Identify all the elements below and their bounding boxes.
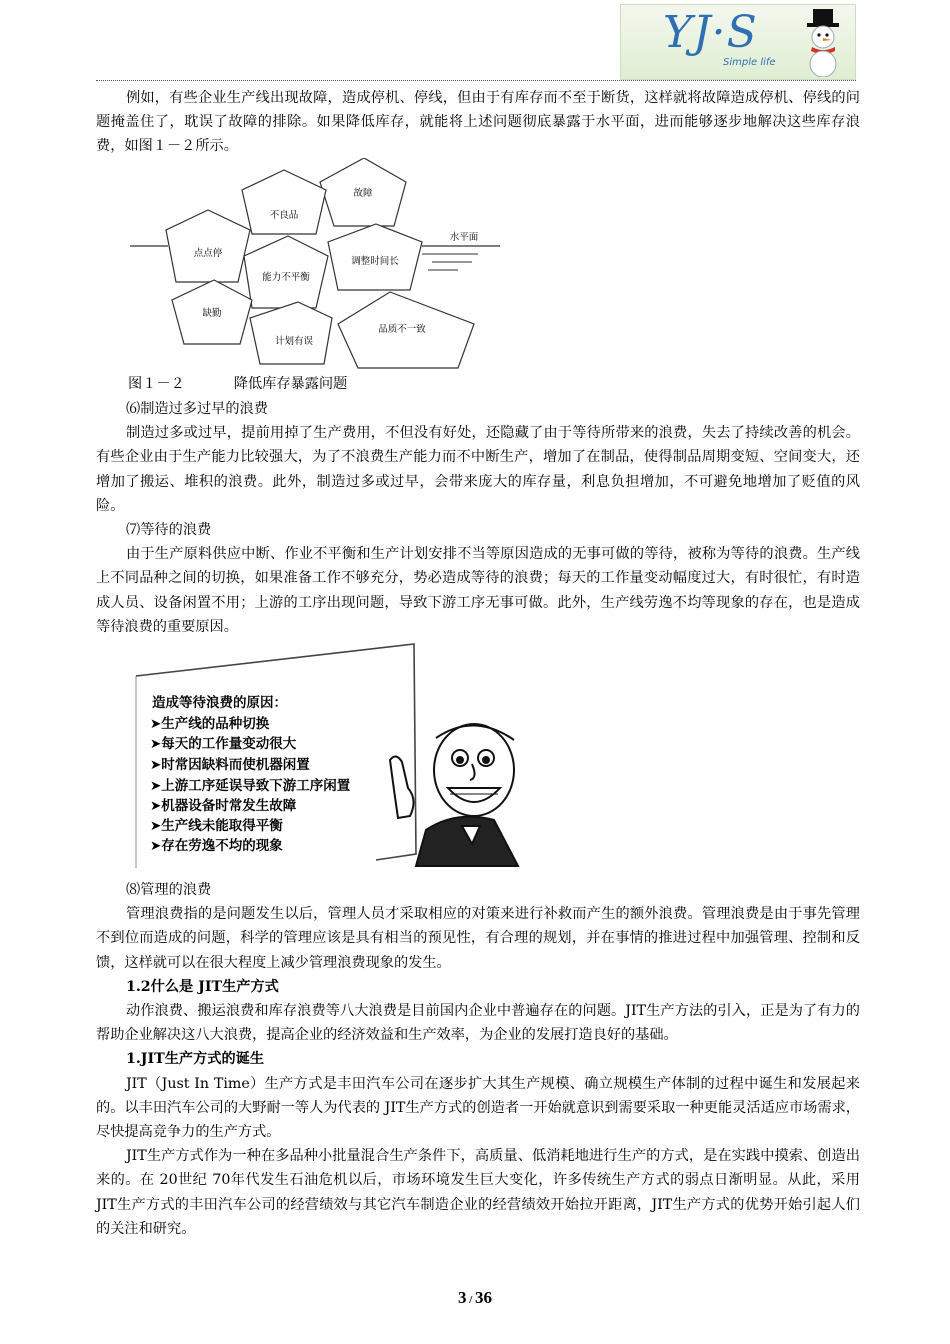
- header-logo: [620, 4, 856, 80]
- section-8-onward-block: [96, 878, 860, 1241]
- water-level-label: 水平面: [449, 232, 479, 243]
- waiting-waste-figure: [126, 640, 536, 872]
- label-absence: 缺勤: [202, 308, 222, 319]
- section-8-paragraph: 管理浪费指的是问题发生以后，管理人员才采取相应的对策来进行补救而产生的额外浪费。管理浪费是由于事先管理不到位而造成的问题，科学的管理应该是具有相当的预见性，有合理的规划，并在事情的推进过程中加强管理、控制和反馈，这样就可以在很大程度上减少管理浪费现象的发生。: [96, 906, 860, 971]
- page-number: [0, 1288, 950, 1308]
- section-6-7-block: [96, 397, 860, 639]
- waiting-item-2: ➤每天的工作量变动很大: [150, 736, 297, 752]
- snowman-icon: [795, 7, 851, 77]
- section-1-2-heading: 1.2什么是 JIT生产方式: [126, 978, 279, 995]
- label-setup: 调整时间长: [351, 256, 399, 267]
- cartoon-man-icon: [390, 724, 518, 866]
- section-7-heading: ⑺等待的浪费: [126, 522, 212, 539]
- total-pages: 36: [475, 1288, 493, 1307]
- jit-birth-heading: 1.JIT生产方式的诞生: [126, 1051, 265, 1068]
- caption-number: 图１－２: [128, 376, 185, 392]
- figure-1-2-caption: [128, 372, 628, 396]
- waiting-item-4: ➤上游工序延误导致下游工序闲置: [150, 778, 351, 794]
- logo-tagline: Simple life: [723, 57, 776, 68]
- header-divider: [96, 80, 856, 81]
- waiting-item-5: ➤机器设备时常发生故障: [150, 798, 297, 814]
- waiting-item-7: ➤存在劳逸不均的现象: [150, 838, 283, 854]
- figure-1-2-diagram: [128, 158, 508, 370]
- waiting-item-1: ➤生产线的品种切换: [150, 716, 270, 732]
- pentagon-defect: [242, 170, 326, 234]
- section-8-heading: ⑻管理的浪费: [126, 882, 212, 898]
- page-separator: /: [466, 1294, 476, 1306]
- jit-birth-paragraph-1: JIT（Just In Time）生产方式是丰田汽车公司在逐步扩大其生产规模、确立规模生产体制的过程中诞生和发展起来的。以丰田汽车公司的大野耐一等人为代表的 JIT生产方式的创造者一开始就意识到需要采取一种更能灵活适应市场需求，尽快提高竞争力的生产方式。: [96, 1075, 860, 1141]
- label-plan: 计划有误: [274, 336, 314, 347]
- section-7-paragraph: 由于生产原料供应中断、作业不平衡和生产计划安排不当等原因造成的无事可做的等待，被称为等待的浪费。生产线上不同品种之间的切换，如果准备工作不够充分，势必造成等待的浪费；每天的工作量变动幅度过大，有时很忙，有时造成人员、设备闲置不用；上游的工序出现问题，导致下游工序无事可做。此外，生产线劳逸不均等现象的存在，也是造成等待浪费的重要原因。: [96, 546, 860, 635]
- intro-block: [96, 86, 860, 159]
- section-6-paragraph: 制造过多或过早，提前用掉了生产费用，不但没有好处，还隐藏了由于等待所带来的浪费，失去了持续改善的机会。有些企业由于生产能力比较强大，为了不浪费生产能力而不中断生产，增加了在制品，使得制品周期变短、空间变大，还增加了搬运、堆积的浪费。此外，制造过多或过早，会带来庞大的库存量，利息负担增加，不可避免地增加了贬值的风险。: [96, 425, 860, 514]
- pentagon-stoppage: [166, 210, 250, 282]
- caption-text: 降低库存暴露问题: [233, 376, 348, 392]
- section-1-2-paragraph: 动作浪费、搬运浪费和库存浪费等八大浪费是目前国内企业中普遍存在的问题。JIT生产方法的引入，正是为了有力的帮助企业解决这八大浪费，提高企业的经济效益和生产效率，为企业的发展打造良好的基础。: [96, 1003, 860, 1044]
- section-6-heading: ⑹制造过多过早的浪费: [126, 401, 268, 417]
- label-quality: 品质不一致: [378, 324, 426, 335]
- waiting-item-3: ➤时常因缺料而使机器闲置: [150, 757, 310, 773]
- jit-birth-paragraph-2: JIT生产方式作为一种在多品种小批量混合生产条件下，高质量、低消耗地进行生产的方式，是在实践中摸索、创造出来的。在 20世纪 70年代发生石油危机以后，市场环境发生巨大变化，许多传统生产方式的弱点日渐明显。从此，采用 JIT生产方式的丰田汽车公司的经营绩效与其它汽车制造企业的经营绩效开始拉开距离，JIT生产方式的优势开始引起人们的关注和研究。: [96, 1148, 860, 1237]
- label-stoppage: 点点停: [193, 248, 223, 259]
- intro-paragraph: 例如，有些企业生产线出现故障，造成停机、停线，但由于有库存而不至于断货，这样就将故障造成停机、停线的问题掩盖住了，耽误了故障的排除。如果降低库存，就能将上述问题彻底暴露于水平面，进而能够逐步地解决这些库存浪费，如图１－２所示。: [96, 90, 860, 155]
- current-page: 3: [457, 1288, 467, 1307]
- label-defect: 不良品: [269, 210, 299, 221]
- logo-text: YJ·S: [663, 7, 758, 58]
- label-imbalance: 能力不平衡: [262, 272, 310, 283]
- waiting-title: 造成等待浪费的原因：: [152, 695, 287, 711]
- label-breakdown: 故障: [353, 188, 373, 199]
- waiting-item-6: ➤生产线未能取得平衡: [150, 818, 283, 834]
- pentagon-plan: [250, 302, 332, 364]
